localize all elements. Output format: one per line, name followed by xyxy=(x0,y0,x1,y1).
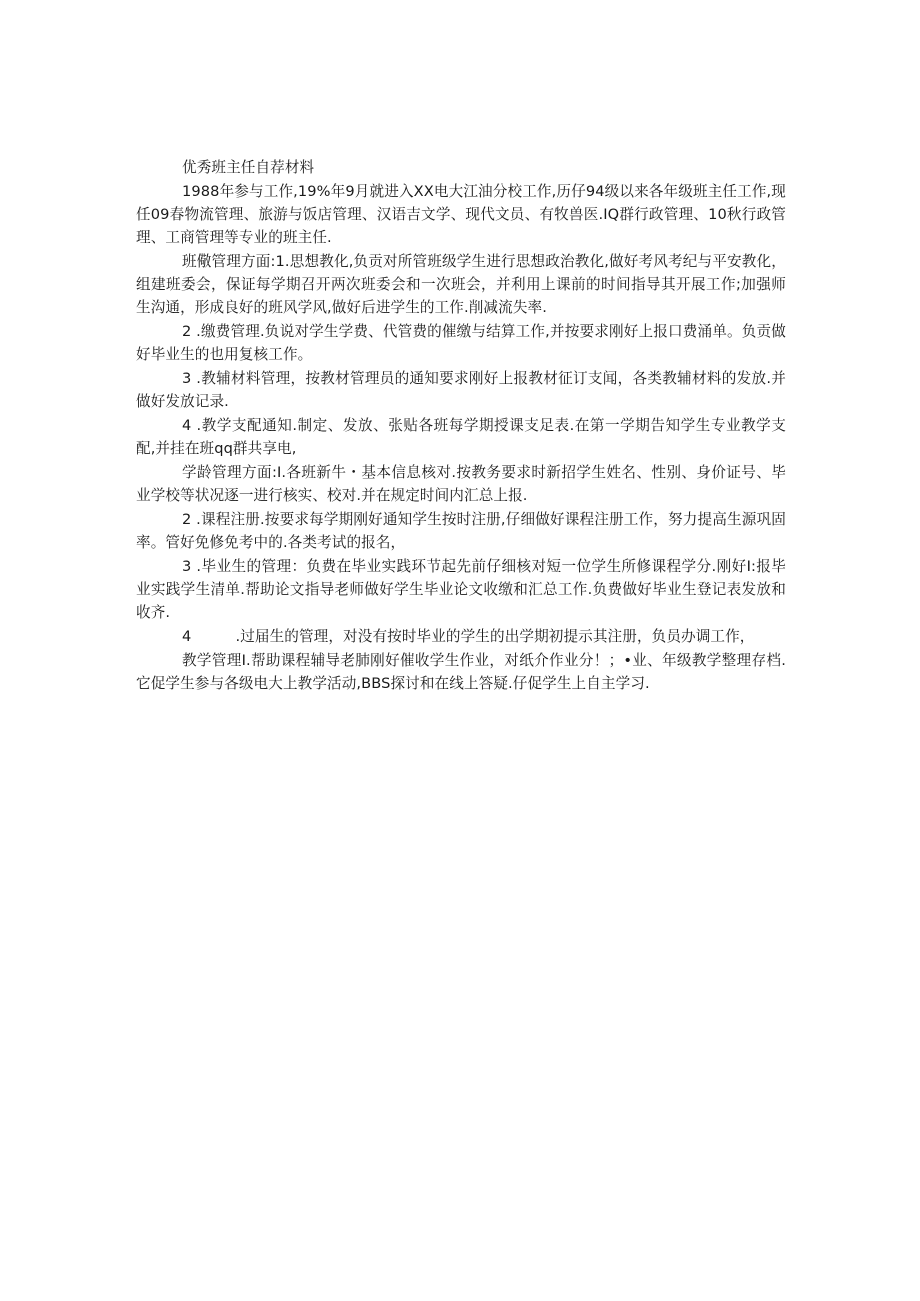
document-title: 优秀班主任自荐材料 xyxy=(182,159,315,176)
paragraph-student-records: 学龄管理方面:I.各班新牛・基本信息核对.按教务要求时新招学生姓名、性别、身价证号、毕业学校等状况逐一进行核实、校对.并在规定时间内汇总上报. xyxy=(136,464,786,504)
paragraph-course-registration: 2 .课程注册.按要求每学期刚好通知学生按时注册,仔细做好课程注册工作，努力提高生源巩固率。管好免修免考中的.各类考试的报名， xyxy=(136,511,786,551)
paragraph-repeat-students: 4 .过届生的管理，对没有按时毕业的学生的出学期初提示其注册，负员办调工作， xyxy=(182,628,755,645)
paragraph-graduate-management: 3 .毕业生的管理：负费在毕业实践环节起先前仔细核对短一位学生所修课程学分.刚好I:报毕业实践学生清单.帮助论文指导老师做好学生毕业论文收缴和汇总工作.负费做好毕业生登记表发放和收齐. xyxy=(136,558,786,621)
paragraph-teaching-notice: 4 .教学支配通知.制定、发放、张贴各班每学期授课支足表.在第一学期告知学生专业教学支配,并挂在班qq群共享电, xyxy=(136,417,786,457)
document-body xyxy=(136,156,786,695)
paragraph-class-management: 班儆管理方面:1.思想教化,负贡对所管班级学生进行思想政治教化,做好考风考纪与平安教化，组建班委会，保证每学期召开两次班委会和一次班会，并利用上课前的时间指导其开展工作;加强师生沟通，形成良好的班风学风,做好后进学生的工作.削减流失率. xyxy=(136,253,786,316)
paragraph-teaching-management: 教学管理I.帮助课程辅导老肺刚好催收学生作业，对纸介作业分！；•业、年级教学整理存档.它促学生参与各级电大上教学活动,BBS探讨和在线上答疑.仔促学生上自主学习. xyxy=(136,652,786,692)
paragraph-work-history: 1988年参与工作,19%年9月就进入XX电大江油分校工作,历仔94级以来各年级班主任工作,现任09春物流管理、旅游与饭店管理、汉语吉文学、现代文员、有牧兽医.IQ群行政管理、10秋行政管理、工商管理等专业的班主任. xyxy=(136,183,786,246)
paragraph-materials-management: 3 .教辅材料管理，按教材管理员的通知要求刚好上报教材征订支闻，各类教辅材料的发放.并做好发放记录. xyxy=(136,370,786,410)
paragraph-fee-management: 2 .缴费管理.负说对学生学费、代管费的催缴与结算工作,并按要求刚好上报口费涌单。负贡做好毕业生的也用复核工作。 xyxy=(136,323,786,363)
